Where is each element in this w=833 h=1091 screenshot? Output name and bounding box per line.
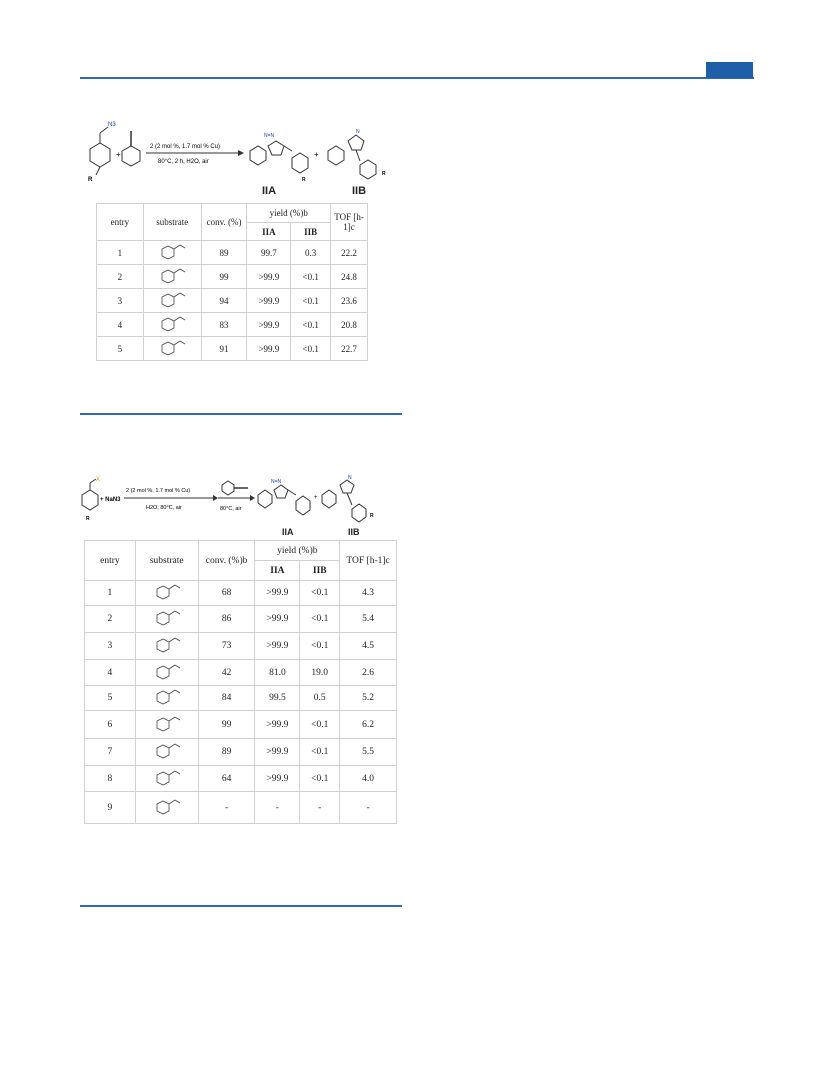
iia-cell: - — [255, 792, 300, 824]
header-conv: conv. (%) — [201, 204, 247, 241]
entry-cell: 9 — [85, 792, 136, 824]
iib-cell: <0.1 — [291, 265, 331, 289]
reagent-nan3: + NaN3 — [100, 497, 121, 503]
svg-text:N: N — [348, 475, 352, 481]
iia-cell: 99.5 — [255, 686, 300, 711]
entry-cell: 2 — [97, 265, 144, 289]
svg-text:+: + — [314, 495, 318, 501]
table-row — [85, 711, 397, 739]
header-iib-2: IIB — [300, 561, 340, 581]
tof-cell: 6.2 — [340, 711, 397, 739]
header-iia: IIA — [247, 223, 291, 241]
header-iib: IIB — [291, 223, 331, 241]
substrate-cell — [135, 606, 198, 633]
svg-text:N3: N3 — [108, 122, 116, 128]
conv-cell: 68 — [198, 581, 255, 606]
entry-cell: 5 — [85, 686, 136, 711]
header-iia-2: IIA — [255, 561, 300, 581]
svg-text:R: R — [370, 513, 374, 519]
substrate-cell — [135, 792, 198, 824]
table-row — [97, 313, 368, 337]
iia-cell: >99.9 — [255, 739, 300, 766]
substrate-cell — [135, 660, 198, 686]
header-yield-2: yield (%)b — [255, 541, 340, 561]
entry-cell: 4 — [97, 313, 144, 337]
substrate-cell — [143, 241, 201, 265]
svg-text:N: N — [356, 129, 360, 135]
iib-cell: <0.1 — [291, 313, 331, 337]
svg-text:N=N: N=N — [271, 479, 282, 485]
entry-cell: 7 — [85, 739, 136, 766]
iia-cell: >99.9 — [255, 581, 300, 606]
conv-cell: 86 — [198, 606, 255, 633]
conditions-2a: 2 (2 mol %, 1.7 mol % Cu) — [126, 488, 191, 494]
conv-cell: 99 — [201, 265, 247, 289]
iib-cell: <0.1 — [300, 766, 340, 792]
entry-cell: 8 — [85, 766, 136, 792]
tof-cell: 22.7 — [331, 337, 368, 361]
header-rule — [80, 77, 754, 79]
section-rule-2 — [80, 905, 402, 907]
table-row — [85, 792, 397, 824]
tof-cell: 24.8 — [331, 265, 368, 289]
tof-cell: 2.6 — [340, 660, 397, 686]
entry-cell: 3 — [97, 289, 144, 313]
table-row — [97, 289, 368, 313]
conv-cell: 64 — [198, 766, 255, 792]
scheme-2 — [78, 473, 408, 533]
tof-cell: 22.2 — [331, 241, 368, 265]
iib-cell: <0.1 — [291, 337, 331, 361]
iia-cell: >99.9 — [255, 766, 300, 792]
tof-cell: 4.0 — [340, 766, 397, 792]
conv-cell: 89 — [201, 241, 247, 265]
iia-cell: >99.9 — [247, 289, 291, 313]
conv-cell: 94 — [201, 289, 247, 313]
conditions-1b: 80°C, 2 h, H2O, air — [158, 159, 209, 165]
entry-cell: 6 — [85, 711, 136, 739]
iia-cell: >99.9 — [255, 711, 300, 739]
tof-cell: 4.5 — [340, 633, 397, 660]
tof-cell: 5.5 — [340, 739, 397, 766]
substrate-cell — [135, 739, 198, 766]
header-tof-2: TOF [h-1]c — [340, 541, 397, 581]
substrate-cell — [135, 766, 198, 792]
substrate-cell — [143, 265, 201, 289]
conv-cell: 89 — [198, 739, 255, 766]
svg-text:N=N: N=N — [264, 133, 275, 139]
iib-cell: <0.1 — [300, 633, 340, 660]
tof-cell: 4.3 — [340, 581, 397, 606]
svg-text:X: X — [96, 477, 101, 483]
header-conv-2: conv. (%)b — [198, 541, 255, 581]
conv-cell: 73 — [198, 633, 255, 660]
tof-cell: 23.6 — [331, 289, 368, 313]
tof-cell: 5.4 — [340, 606, 397, 633]
table-2 — [84, 540, 397, 824]
entry-cell: 3 — [85, 633, 136, 660]
iia-cell: >99.9 — [247, 313, 291, 337]
substrate-cell — [143, 289, 201, 313]
table-row — [85, 633, 397, 660]
header-yield: yield (%)b — [247, 204, 331, 223]
iib-cell: <0.1 — [300, 581, 340, 606]
iia-cell: 99.7 — [247, 241, 291, 265]
conv-cell: 91 — [201, 337, 247, 361]
tof-cell: 20.8 — [331, 313, 368, 337]
entry-cell: 5 — [97, 337, 144, 361]
product-iib-label-2: IIB — [348, 527, 360, 537]
tof-cell: - — [340, 792, 397, 824]
table-row — [97, 241, 368, 265]
table-row — [97, 337, 368, 361]
table-row — [85, 660, 397, 686]
substrate-cell — [135, 581, 198, 606]
iia-cell: >99.9 — [255, 606, 300, 633]
substrate-cell — [135, 711, 198, 739]
table-1 — [96, 203, 368, 361]
svg-text:R: R — [382, 171, 386, 177]
iib-cell: 0.5 — [300, 686, 340, 711]
substrate-cell — [143, 313, 201, 337]
svg-text:+: + — [314, 150, 319, 159]
conditions-1a: 2 (2 mol %, 1.7 mol % Cu) — [150, 144, 221, 150]
product-iib-label-1: IIB — [352, 185, 367, 197]
iib-cell: <0.1 — [300, 739, 340, 766]
table-row — [97, 265, 368, 289]
conditions-2c: 80°C, air — [220, 506, 242, 512]
svg-text:R: R — [86, 516, 90, 522]
svg-text:R: R — [302, 177, 306, 183]
iia-cell: >99.9 — [255, 633, 300, 660]
table-row — [85, 606, 397, 633]
table-row — [85, 766, 397, 792]
tof-cell: 5.2 — [340, 686, 397, 711]
iia-cell: 81.0 — [255, 660, 300, 686]
table-row — [85, 581, 397, 606]
conv-cell: 99 — [198, 711, 255, 739]
svg-text:R: R — [88, 177, 93, 183]
iib-cell: 19.0 — [300, 660, 340, 686]
entry-cell: 4 — [85, 660, 136, 686]
header-tab — [706, 62, 753, 78]
conv-cell: 84 — [198, 686, 255, 711]
product-iia-label-1: IIA — [262, 185, 277, 197]
header-tof: TOF [h-1]c — [331, 204, 368, 241]
conditions-2b: H2O, 80°C, air — [146, 505, 182, 511]
section-rule-1 — [80, 413, 402, 415]
iib-cell: <0.1 — [300, 711, 340, 739]
product-iia-label-2: IIA — [282, 527, 294, 537]
substrate-cell — [135, 633, 198, 660]
svg-text:+: + — [116, 150, 121, 159]
substrate-cell — [143, 337, 201, 361]
iib-cell: <0.1 — [291, 289, 331, 313]
conv-cell: 42 — [198, 660, 255, 686]
iib-cell: 0.3 — [291, 241, 331, 265]
iib-cell: <0.1 — [300, 606, 340, 633]
header-substrate-2: substrate — [135, 541, 198, 581]
header-entry: entry — [97, 204, 144, 241]
table-row — [85, 739, 397, 766]
entry-cell: 2 — [85, 606, 136, 633]
conv-cell: 83 — [201, 313, 247, 337]
conv-cell: - — [198, 792, 255, 824]
iia-cell: >99.9 — [247, 265, 291, 289]
substrate-cell — [135, 686, 198, 711]
entry-cell: 1 — [97, 241, 144, 265]
header-substrate: substrate — [143, 204, 201, 241]
header-entry-2: entry — [85, 541, 136, 581]
table-row — [85, 686, 397, 711]
iia-cell: >99.9 — [247, 337, 291, 361]
entry-cell: 1 — [85, 581, 136, 606]
iib-cell: - — [300, 792, 340, 824]
